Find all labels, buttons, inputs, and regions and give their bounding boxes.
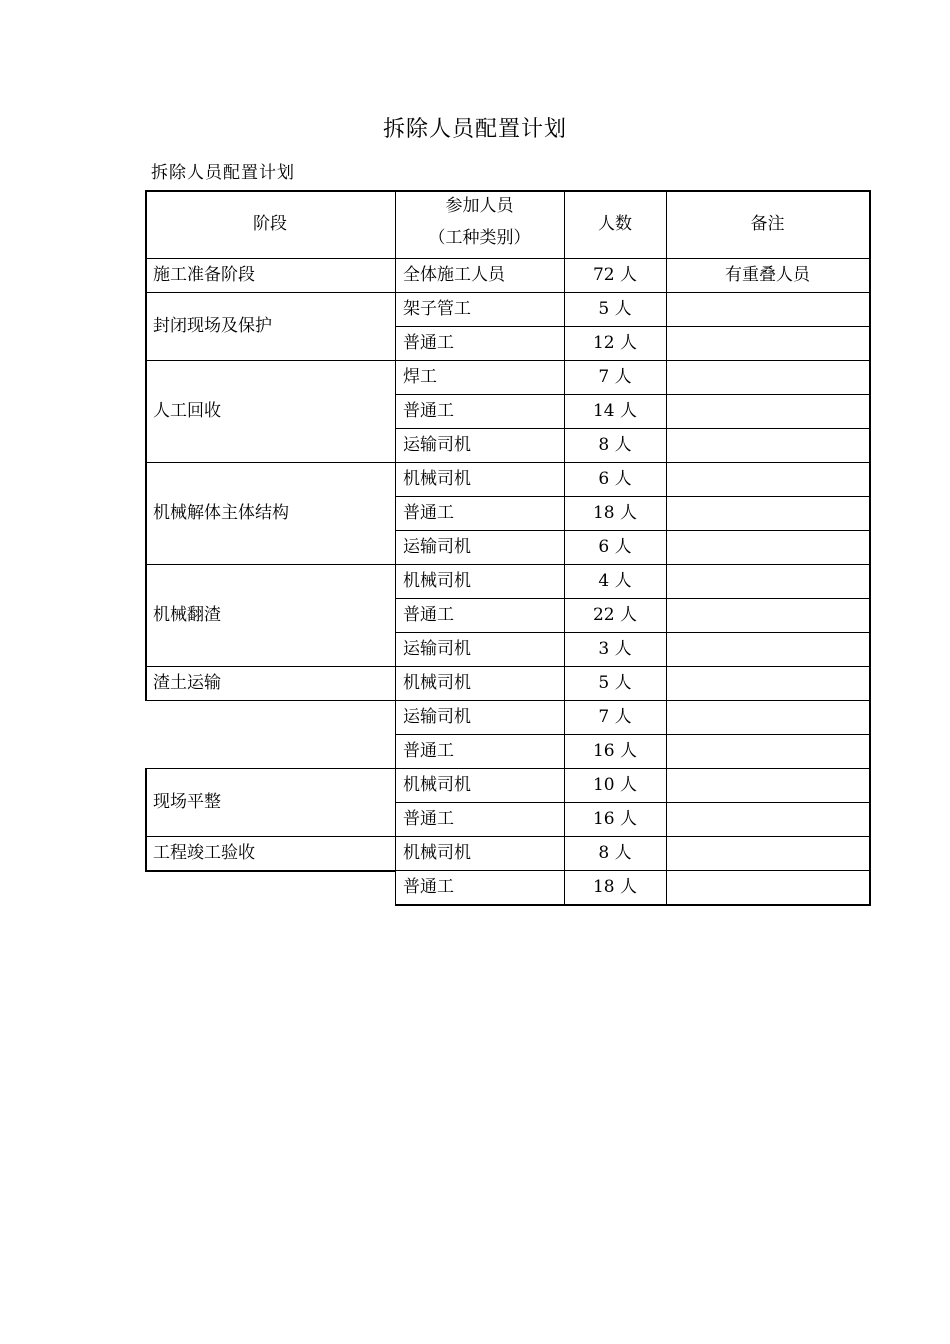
personnel-type-cell: 普通工 <box>403 503 454 523</box>
personnel-type-cell: 普通工 <box>403 401 454 421</box>
personnel-type-cell: 运输司机 <box>403 435 471 455</box>
stage-cell: 渣土运输 <box>153 673 221 693</box>
stage-cell: 人工回收 <box>153 401 221 421</box>
count-cell: 16 人 <box>592 809 638 829</box>
count-cell: 7 人 <box>598 367 632 387</box>
header-personnel-line1: 参加人员 <box>445 196 514 216</box>
personnel-type-cell: 机械司机 <box>403 469 471 489</box>
row-divider <box>395 802 871 803</box>
row-divider <box>395 496 871 497</box>
remark-cell <box>666 836 869 870</box>
count-cell: 10 人 <box>592 775 638 795</box>
count-cell: 18 人 <box>592 877 638 897</box>
remark-cell <box>666 394 869 428</box>
document-title: 拆除人员配置计划 <box>382 117 567 142</box>
header-personnel-line2: （工种类别） <box>428 228 531 248</box>
remark-cell <box>666 700 869 734</box>
count-cell: 3 人 <box>598 639 632 659</box>
count-cell: 72 人 <box>592 265 638 285</box>
remark-cell <box>666 360 869 394</box>
row-divider <box>395 904 871 906</box>
count-cell: 5 人 <box>598 673 632 693</box>
row-divider <box>395 258 871 259</box>
remark-cell <box>666 734 869 768</box>
stage-divider <box>145 700 395 701</box>
stage-cell: 机械翻渣 <box>153 605 221 625</box>
remark-cell <box>666 292 869 326</box>
personnel-type-cell: 普通工 <box>403 877 454 897</box>
row-divider <box>395 598 871 599</box>
stage-divider <box>145 258 395 259</box>
stage-cell: 工程竣工验收 <box>153 843 255 863</box>
header-remark: 备注 <box>750 214 785 234</box>
stage-bottom-border <box>145 870 395 872</box>
remark-cell <box>666 496 869 530</box>
row-divider <box>395 734 871 735</box>
personnel-type-cell: 普通工 <box>403 333 454 353</box>
personnel-type-cell: 机械司机 <box>403 843 471 863</box>
stage-divider <box>145 292 395 293</box>
remark-cell <box>666 462 869 496</box>
row-divider <box>395 564 871 565</box>
stage-divider <box>145 564 395 565</box>
left-border <box>145 190 147 700</box>
column-divider <box>395 190 396 906</box>
count-cell: 14 人 <box>592 401 638 421</box>
row-divider <box>395 632 871 633</box>
row-divider <box>395 292 871 293</box>
personnel-type-cell: 运输司机 <box>403 537 471 557</box>
count-cell: 5 人 <box>598 299 632 319</box>
row-divider <box>395 326 871 327</box>
row-divider <box>395 836 871 837</box>
personnel-type-cell: 焊工 <box>403 367 437 387</box>
personnel-type-cell: 机械司机 <box>403 571 471 591</box>
personnel-type-cell: 普通工 <box>403 741 454 761</box>
stage-cell: 现场平整 <box>153 792 221 812</box>
column-divider <box>666 190 667 906</box>
count-cell: 6 人 <box>598 537 632 557</box>
personnel-type-cell: 运输司机 <box>403 639 471 659</box>
column-divider <box>564 190 565 906</box>
header-count: 人数 <box>598 214 632 234</box>
row-divider <box>395 530 871 531</box>
personnel-type-cell: 普通工 <box>403 809 454 829</box>
remark-cell <box>666 870 869 904</box>
remark-cell <box>666 530 869 564</box>
count-cell: 8 人 <box>598 843 632 863</box>
count-cell: 22 人 <box>592 605 638 625</box>
stage-divider <box>145 768 395 769</box>
row-divider <box>395 768 871 769</box>
personnel-type-cell: 机械司机 <box>403 673 471 693</box>
remark-cell <box>666 326 869 360</box>
right-border <box>869 190 871 906</box>
row-divider <box>395 428 871 429</box>
stage-cell: 施工准备阶段 <box>153 265 255 285</box>
stage-divider <box>145 666 395 667</box>
stage-divider <box>145 462 395 463</box>
remark-cell: 有重叠人员 <box>725 265 810 285</box>
stage-divider <box>145 836 395 837</box>
personnel-type-cell: 普通工 <box>403 605 454 625</box>
count-cell: 7 人 <box>598 707 632 727</box>
row-divider <box>395 700 871 701</box>
stage-cell: 机械解体主体结构 <box>153 503 289 523</box>
count-cell: 16 人 <box>592 741 638 761</box>
count-cell: 6 人 <box>598 469 632 489</box>
remark-cell <box>666 428 869 462</box>
remark-cell <box>666 632 869 666</box>
remark-cell <box>666 802 869 836</box>
count-cell: 12 人 <box>592 333 638 353</box>
row-divider <box>395 666 871 667</box>
personnel-type-cell: 机械司机 <box>403 775 471 795</box>
remark-cell <box>666 666 869 700</box>
stage-divider <box>145 360 395 361</box>
personnel-type-cell: 架子管工 <box>403 299 471 319</box>
personnel-type-cell: 全体施工人员 <box>403 265 505 285</box>
row-divider <box>395 870 871 871</box>
row-divider <box>395 462 871 463</box>
row-divider <box>395 394 871 395</box>
personnel-type-cell: 运输司机 <box>403 707 471 727</box>
table-top-border <box>145 190 871 192</box>
remark-cell <box>666 768 869 802</box>
count-cell: 8 人 <box>598 435 632 455</box>
remark-cell <box>666 564 869 598</box>
header-stage: 阶段 <box>253 214 287 234</box>
count-cell: 4 人 <box>598 571 632 591</box>
count-cell: 18 人 <box>592 503 638 523</box>
row-divider <box>395 360 871 361</box>
left-border <box>145 768 147 872</box>
remark-cell <box>666 598 869 632</box>
table-caption: 拆除人员配置计划 <box>151 163 295 183</box>
stage-cell: 封闭现场及保护 <box>153 316 272 336</box>
